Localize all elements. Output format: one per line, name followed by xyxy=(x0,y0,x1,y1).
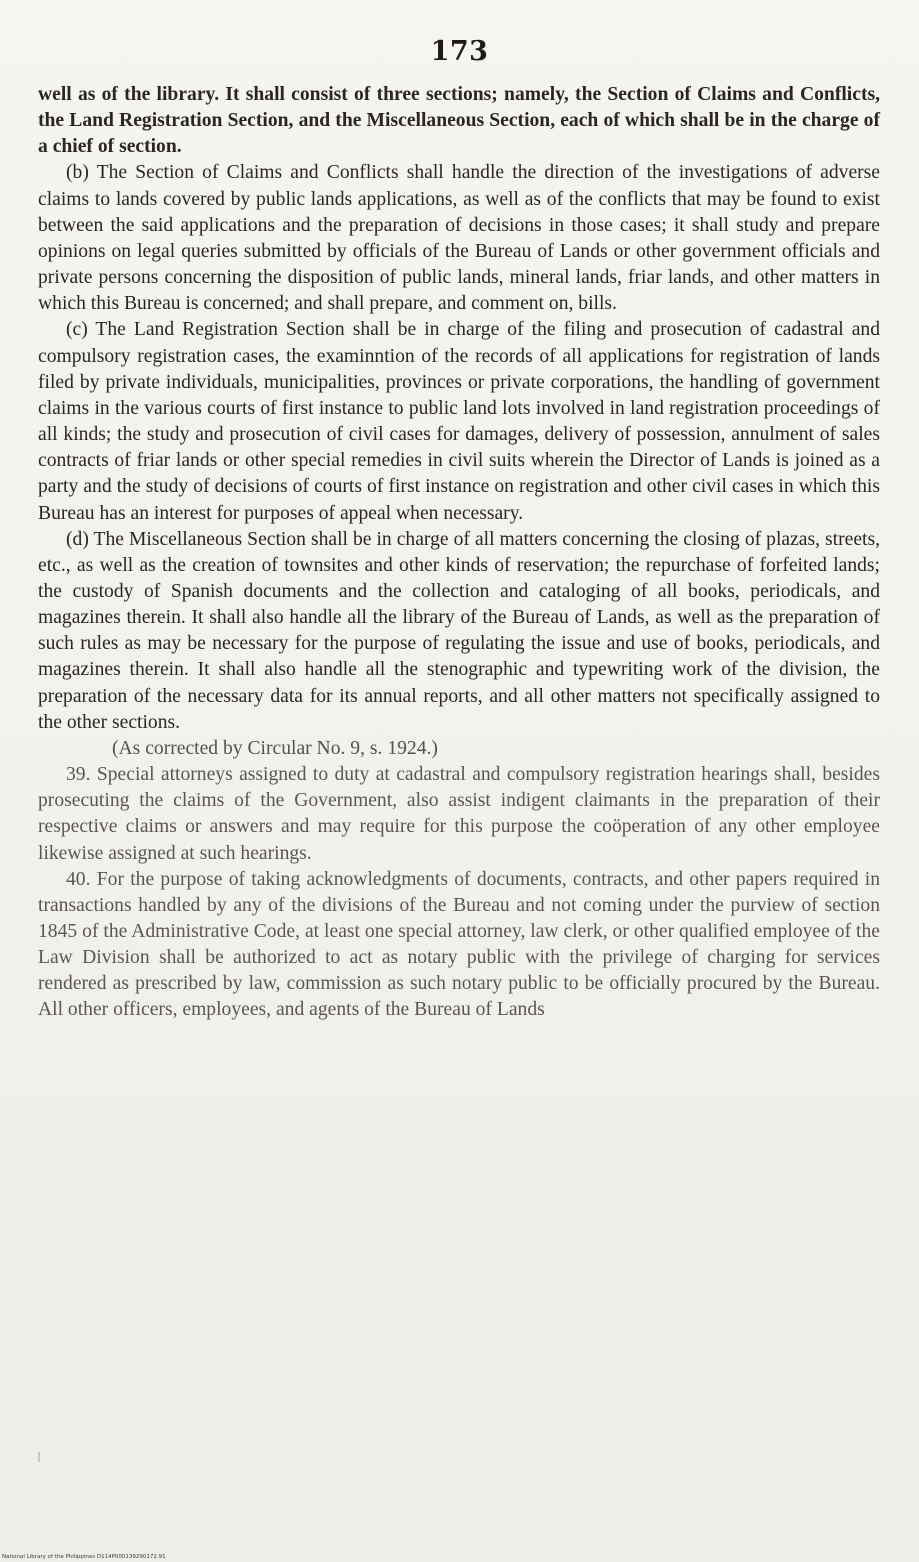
paragraph-c: (c) The Land Registration Section shall be in charge of the filing and prosecution of cadastral and compulsory registration cases, the examinntion of the records of all applications for registration of lands filed by private individuals, municipalities, provinces or private corporations, the handling of government claims in the various courts of first instance to public land lots involved in land registration proceedings of all kinds; the study and prosecution of civil cases for damages, delivery of possession, annulment of sales contracts of friar lands or other special remedies in civil suits wherein the Director of Lands is joined as a party and the study of decisions of courts of first instance on registration and other civil cases in which this Bureau has an interest for purposes of appeal when necessary. xyxy=(38,319,880,524)
section-40: 40. For the purpose of taking acknowledgments of documents, contracts, and other papers required in transactions handled by any of the divisions of the Bureau and not coming under the purview of section 1845 of the Administrative Code, at least one special attorney, law clerk, or other qualified employee of the Law Division shall be authorized to act as notary public with the privilege of charging for services rendered as prescribed by law, commission as such notary public to be officially procured by the Bureau. All other officers, employees, and agents of the Bureau of Lands xyxy=(38,868,880,1021)
section-39: 39. Special attorneys assigned to duty at cadastral and compulsory registration hearings shall, besides prosecuting the claims of the Government, also assist indigent claimants in the preparation of their respective claims or answers and may require for this purpose the coöperation of any other employee likewise assigned at such hearings. xyxy=(38,764,880,864)
paragraph-b: (b) The Section of Claims and Conflicts shall handle the direction of the investigations of adverse claims to lands covered by public lands applications, as well as of the conflicts that may be found to exist between the said applications and the preparation of decisions in those cases; it shall study and prepare opinions on legal queries submitted by officials of the Bureau of Lands or other government officials and private persons concerning the disposition of public lands, mineral lands, friar lands, and other matters in which this Bureau is concerned; and shall prepare, and comment on, bills. xyxy=(38,162,880,315)
scan-footer-id: National Library of the Philippines D114P000139290172.91 xyxy=(2,1554,166,1560)
body-text xyxy=(38,82,880,1024)
correction-note: (As corrected by Circular No. 9, s. 1924.) xyxy=(112,737,438,759)
page-number: 173 xyxy=(430,36,489,67)
paragraph-a-continued: well as of the library. It shall consist of three sections; namely, the Section of Claims and Conflicts, the Land Registration Section, and the Miscellaneous Section, each of which shall be in the charge of a chief of section. xyxy=(38,84,880,158)
paragraph-d: (d) The Miscellaneous Section shall be in charge of all matters concerning the closing of plazas, streets, etc., as well as the creation of townsites and other kinds of reservation; the repurchase of forfeited lands; the custody of Spanish documents and the collection and cataloging of all books, periodicals, and magazines therein. It shall also handle all the library of the Bureau of Lands, as well as the preparation of such rules as may be necessary for the purpose of regulating the issue and use of books, periodicals, and magazines therein. It shall also handle all the stenographic and typewriting work of the division, the preparation of the necessary data for its annual reports, and all other matters not specifically assigned to the other sections. xyxy=(38,528,880,733)
scan-artifact xyxy=(38,1452,40,1462)
